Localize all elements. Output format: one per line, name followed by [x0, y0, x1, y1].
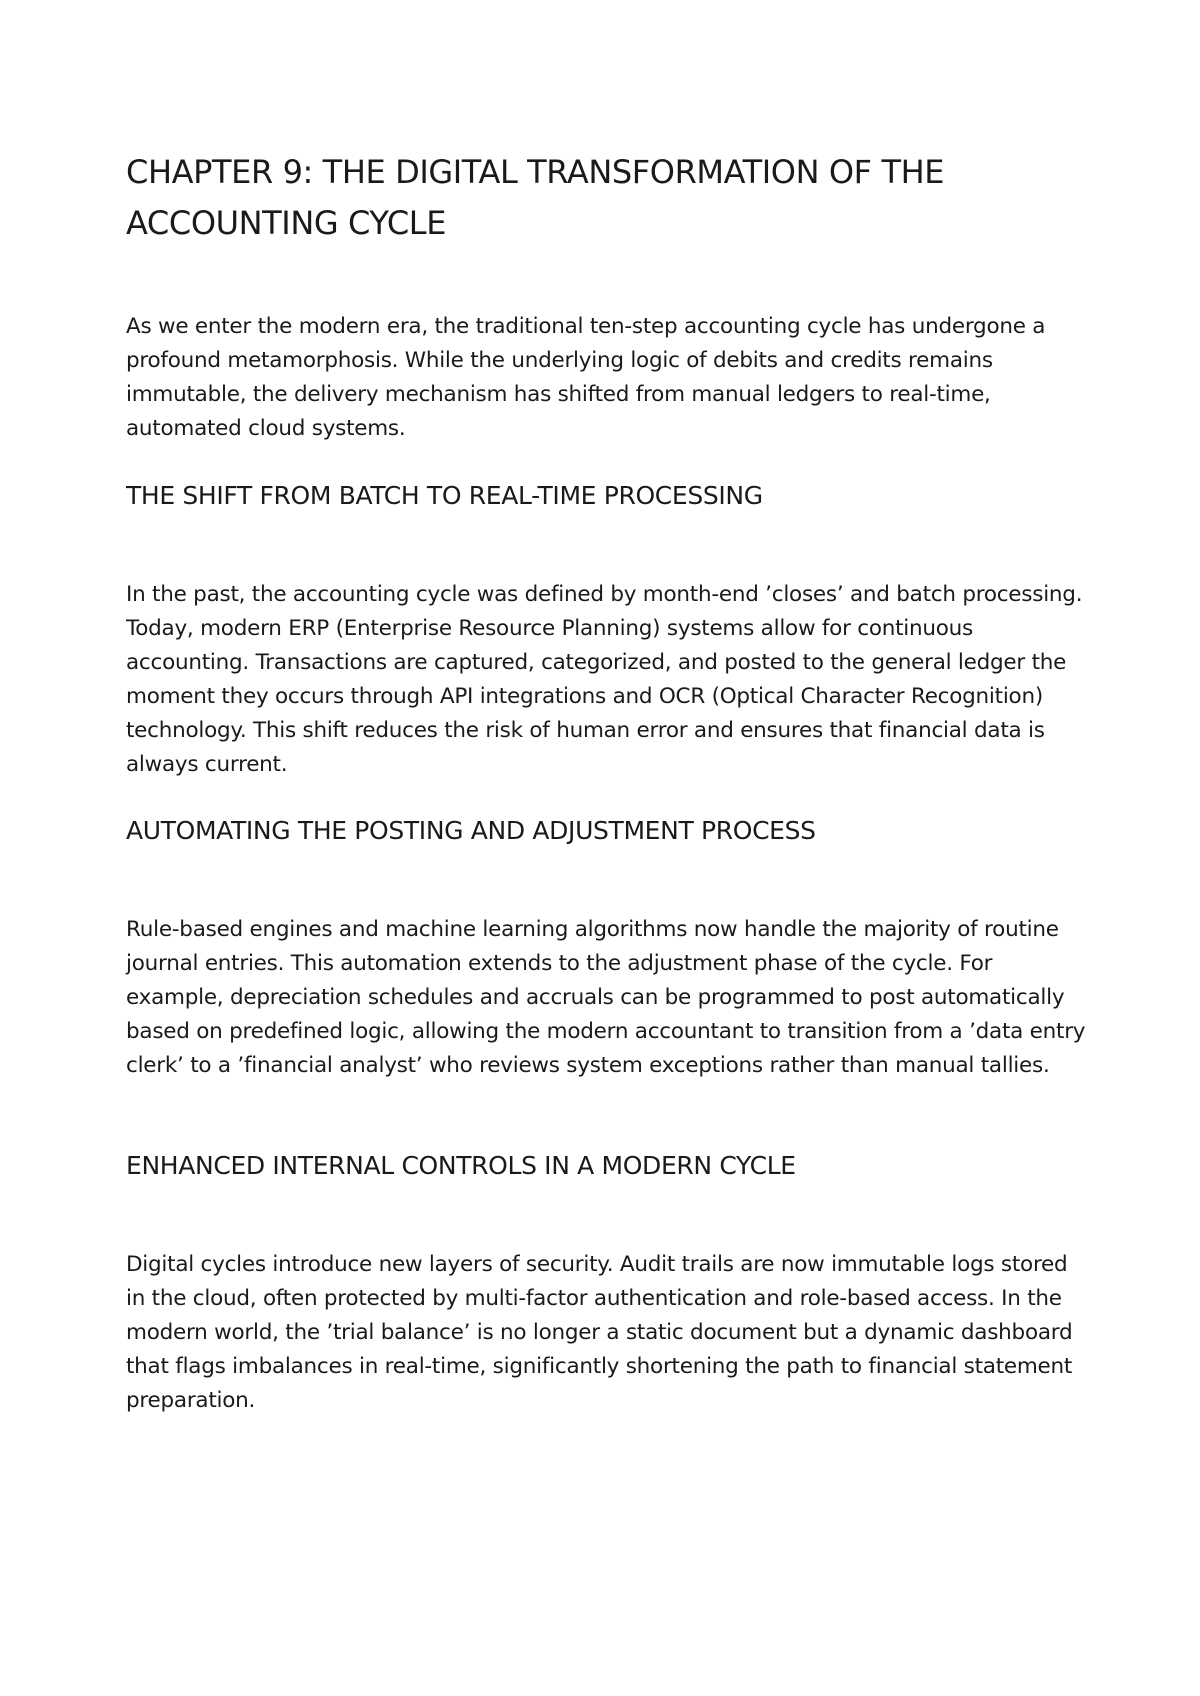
section-heading-internal-controls: ENHANCED INTERNAL CONTROLS IN A MODERN CYCLE [126, 1151, 796, 1180]
section-body-batch-to-real-time: In the past, the accounting cycle was defined by month-end ’closes’ and batch processing. Today, modern ERP (Enterprise Resource Planning) systems allow for continuous accounting. Transactions are captured, categorized, and posted to the general ledger the moment they occurs through API integrations and OCR (Optical Character Recognition) technology. This shift reduces the risk of human error and ensures that financial data is always current. [126, 582, 1083, 777]
intro-paragraph: As we enter the modern era, the traditional ten-step accounting cycle has undergone a profound metamorphosis. While the underlying logic of debits and credits remains immutable, the delivery mechanism has shifted from manual ledgers to real-time, automated cloud systems. [126, 314, 1046, 441]
chapter-title: CHAPTER 9: THE DIGITAL TRANSFORMATION OF THE ACCOUNTING CYCLE [126, 153, 945, 242]
section-heading-automating-posting: AUTOMATING THE POSTING AND ADJUSTMENT PROCESS [126, 816, 816, 845]
section-body-internal-controls: Digital cycles introduce new layers of security. Audit trails are now immutable logs stored in the cloud, often protected by multi-factor authentication and role-based access. In the modern world, the ’trial balance’ is no longer a static document but a dynamic dashboard that flags imbalances in real-time, significantly shortening the path to financial statement preparation. [126, 1252, 1073, 1413]
section-heading-batch-to-real-time: THE SHIFT FROM BATCH TO REAL-TIME PROCESSING [126, 481, 763, 510]
section-body-automating-posting: Rule-based engines and machine learning algorithms now handle the majority of routine journal entries. This automation extends to the adjustment phase of the cycle. For example, depreciation schedules and accruals can be programmed to post automatically based on predefined logic, allowing the modern accountant to transition from a ’data entry clerk’ to a ’financial analyst’ who reviews system exceptions rather than manual tallies. [126, 917, 1086, 1078]
